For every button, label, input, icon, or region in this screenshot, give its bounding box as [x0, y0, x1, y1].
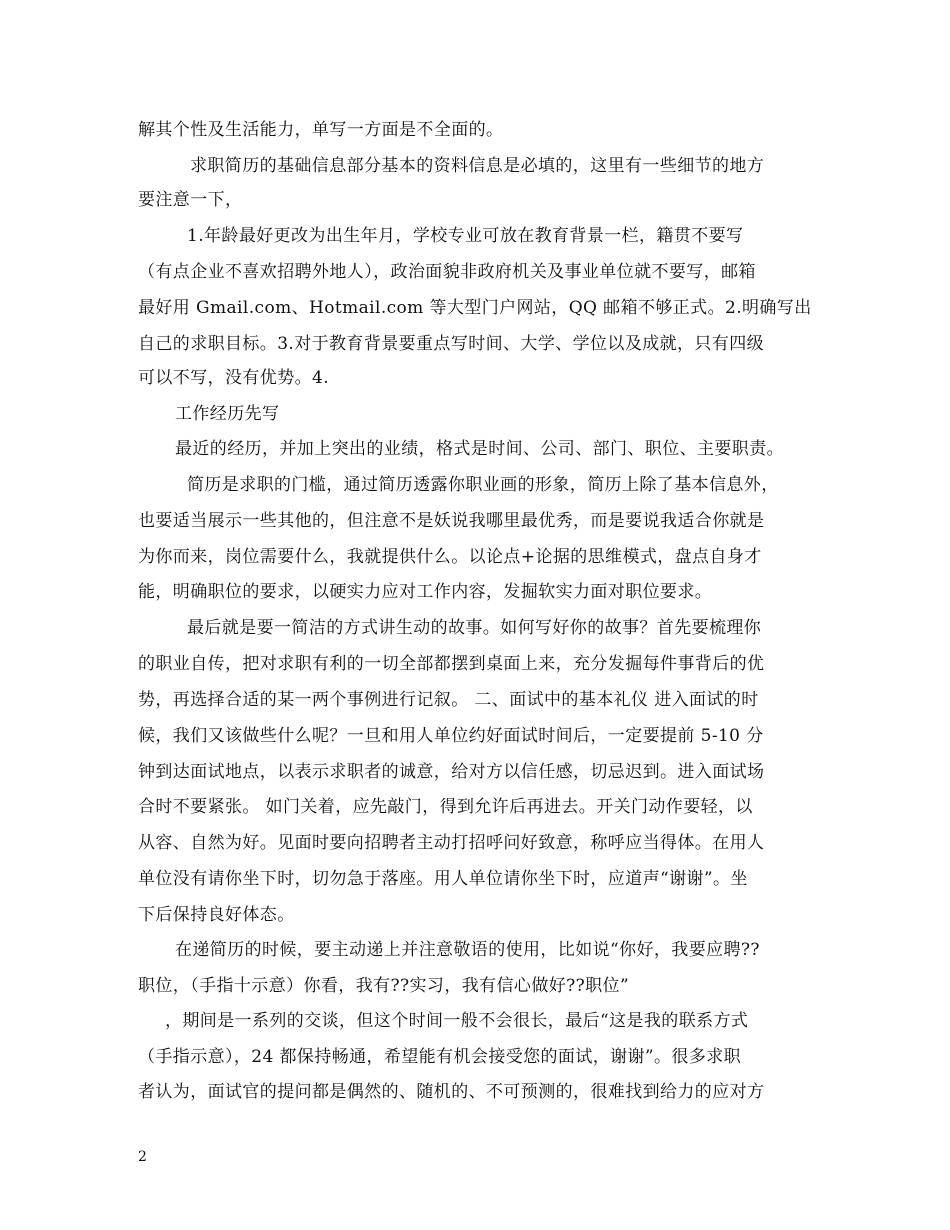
text-line: 最后就是要一简洁的方式讲生动的故事。如何写好你的故事？首先要梳理你: [187, 618, 762, 638]
text-line: 自己的求职目标。3.对于教育背景要重点写时间、大学、学位以及成就，只有四级: [138, 334, 765, 354]
text-line: 要注意一下，: [138, 190, 243, 210]
page-number: 2: [138, 1149, 147, 1165]
text-line: 的职业自传，把对求职有利的一切全部都摆到桌面上来，充分发掘每件事背后的优: [138, 654, 765, 674]
text-line: 简历是求职的门槛，通过简历透露你职业画的形象，简历上除了基本信息外，: [187, 475, 779, 495]
text-line: 可以不写，没有优势。4.: [138, 368, 330, 388]
text-line: 解其个性及生活能力，单写一方面是不全面的。: [138, 120, 504, 140]
text-line: （手指示意），24 都保持畅通，希望能有机会接受您的面试，谢谢”。很多求职: [138, 1047, 742, 1067]
text-line: 候，我们又该做些什么呢？一旦和用人单位约好面试时间后，一定要提前 5-10 分: [138, 726, 764, 746]
text-line: （有点企业不喜欢招聘外地人），政治面貌非政府机关及事业单位就不要写，邮箱: [138, 262, 756, 282]
text-line: 者认为，面试官的提问都是偶然的、随机的、不可预测的，很难找到给力的应对方: [138, 1082, 765, 1102]
text-line: 职位，（手指十示意）你看，我有??实习，我有信心做好??职位”: [138, 976, 630, 996]
text-line: 钟到达面试地点，以表示求职者的诚意，给对方以信任感，切忌迟到。进入面试场: [138, 762, 765, 782]
text-line: 下后保持良好体态。: [138, 905, 295, 925]
text-line: ，期间是一系列的交谈，但这个时间一般不会很长，最后“这是我的联系方式: [165, 1011, 749, 1031]
text-line: 工作经历先写: [175, 404, 280, 424]
text-line: 最近的经历，并加上突出的业绩，格式是时间、公司、部门、职位、主要职责。: [175, 439, 784, 459]
text-line: 1.年龄最好更改为出生年月，学校专业可放在教育背景一栏，籍贯不要写: [187, 226, 744, 246]
text-line: 合时不要紧张。 如门关着，应先敲门，得到允许后再进去。开关门动作要轻，以: [138, 797, 753, 817]
text-line: 从容、自然为好。见面时要向招聘者主动打招呼问好致意，称呼应当得体。在用人: [138, 833, 765, 853]
text-line: 为你而来，岗位需要什么，我就提供什么。以论点+论据的思维模式，盘点自身才: [138, 547, 762, 567]
text-line: 求职简历的基础信息部分基本的资料信息是必填的，这里有一些细节的地方: [190, 156, 765, 176]
text-line: 能，明确职位的要求，以硬实力应对工作内容，发掘软实力面对职位要求。: [138, 582, 713, 602]
text-line: 单位没有请你坐下时，切勿急于落座。用人单位请你坐下时，应道声“谢谢”。坐: [138, 869, 748, 889]
text-line: 最好用 Gmail.com、Hotmail.com 等大型门户网站，QQ 邮箱不够正式。2.明确写出: [138, 298, 812, 318]
text-line: 也要适当展示一些其他的，但注意不是妖说我哪里最优秀，而是要说我适合你就是: [138, 511, 765, 531]
text-line: 势，再选择合适的某一两个事例进行记叙。 二、面试中的基本礼仪 进入面试的时: [138, 690, 759, 710]
text-line: 在递简历的时候，要主动递上并注意敬语的使用，比如说“你好，我要应聘??: [175, 940, 760, 960]
